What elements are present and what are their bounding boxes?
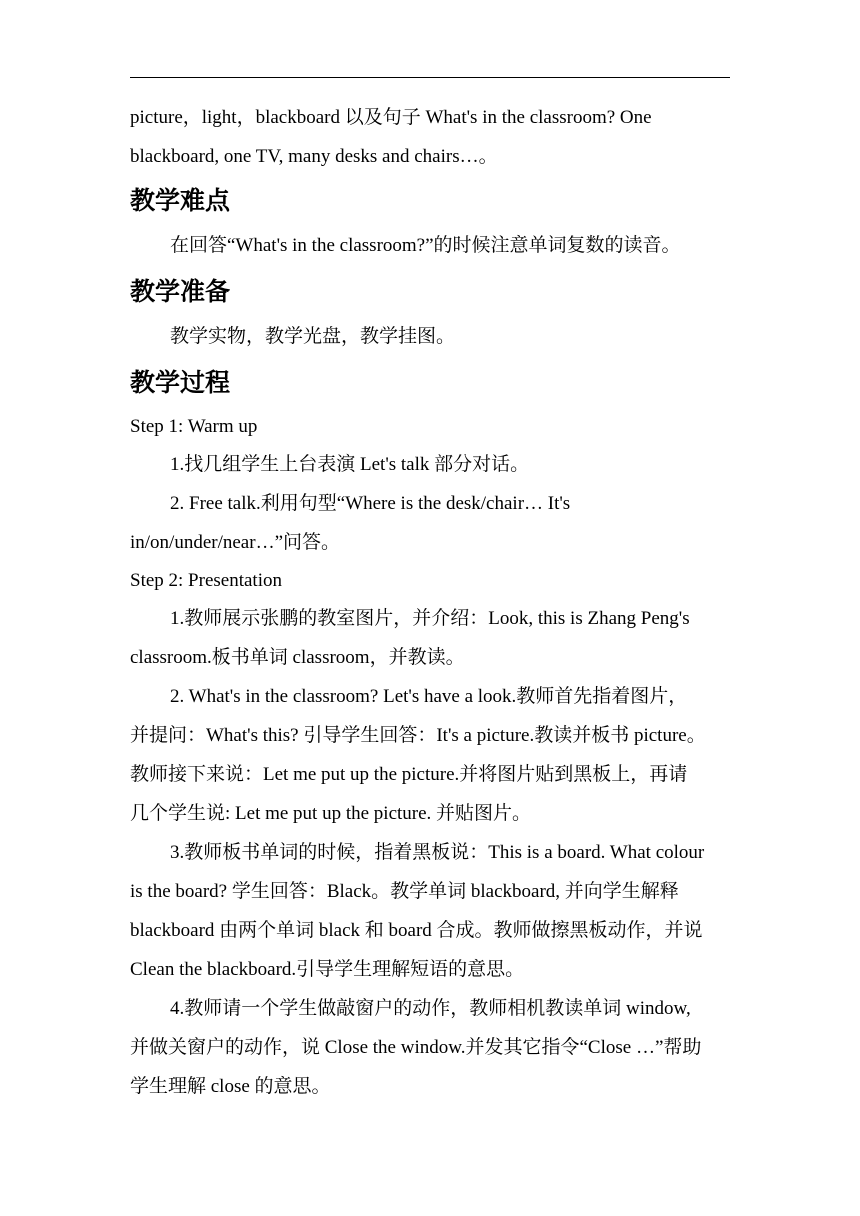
step2-item2-line4: 几个学生说: Let me put up the picture. 并贴图片。 — [130, 803, 532, 824]
difficulty-text: 在回答“What's in the classroom?”的时候注意单词复数的读音。 — [170, 235, 681, 256]
step2-item1-line2: classroom.板书单词 classroom，并教读。 — [130, 647, 465, 668]
step1-title: Step 1: Warm up — [130, 416, 258, 437]
step2-item4-line2: 并做关窗户的动作，说 Close the window.并发其它指令“Close …”帮助 — [130, 1037, 702, 1058]
intro-line-2: blackboard, one TV, many desks and chairs…。 — [130, 146, 498, 167]
step2-item2-line1: 2. What's in the classroom? Let's have a look.教师首先指着图片， — [170, 686, 688, 707]
step2-title: Step 2: Presentation — [130, 570, 282, 591]
step2-item4-line1: 4.教师请一个学生做敲窗户的动作，教师相机教读单词 window, — [170, 998, 691, 1019]
step2-item3-line2: is the board? 学生回答：Black。教学单词 blackboard, 并向学生解释 — [130, 881, 679, 902]
step1-item2-line2: in/on/under/near…”问答。 — [130, 532, 341, 553]
preparation-text: 教学实物，教学光盘，教学挂图。 — [170, 326, 456, 347]
header-rule — [130, 77, 730, 78]
step2-item3-line1: 3.教师板书单词的时候，指着黑板说：This is a board. What colour — [170, 842, 705, 863]
step2-item2-line3: 教师接下来说：Let me put up the picture.并将图片贴到黑板上，再请 — [130, 764, 688, 785]
step2-item2-line2: 并提问：What's this? 引导学生回答：It's a picture.教读并板书 picture。 — [130, 725, 706, 746]
step2-item1-line1: 1.教师展示张鹏的教室图片，并介绍：Look, this is Zhang Peng's — [170, 608, 690, 629]
step1-item2-line1: 2. Free talk.利用句型“Where is the desk/chair… It's — [170, 493, 571, 514]
step2-item3-line3: blackboard 由两个单词 black 和 board 合成。教师做擦黑板动作，并说 — [130, 920, 703, 941]
difficulty-heading: 教学难点 — [130, 186, 231, 215]
process-heading: 教学过程 — [130, 368, 231, 397]
step2-item3-line4: Clean the blackboard.引导学生理解短语的意思。 — [130, 959, 525, 980]
intro-line-1: picture，light，blackboard 以及句子 What's in the classroom? One — [130, 107, 652, 128]
document-body — [130, 98, 730, 1106]
step1-item1: 1.找几组学生上台表演 Let's talk 部分对话。 — [170, 454, 530, 475]
preparation-heading: 教学准备 — [130, 277, 231, 306]
step2-item4-line3: 学生理解 close 的意思。 — [130, 1076, 331, 1097]
